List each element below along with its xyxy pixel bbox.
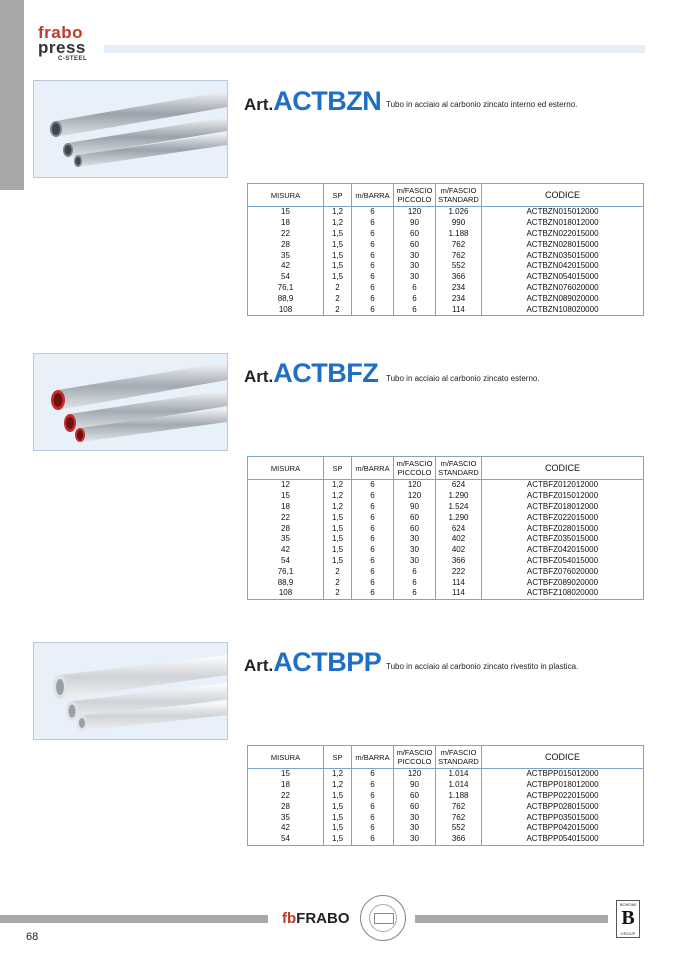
table-cell: 6 xyxy=(352,250,394,261)
table-cell: 6 xyxy=(352,791,394,802)
table-cell: 1,5 xyxy=(324,272,352,283)
table-cell: 2 xyxy=(324,293,352,304)
table-cell: 90 xyxy=(394,218,436,229)
table-cell: ACTBPP042015000 xyxy=(482,823,644,834)
table-cell: 6 xyxy=(352,293,394,304)
table-cell: 6 xyxy=(394,566,436,577)
table-cell: 552 xyxy=(436,823,482,834)
table-cell: 114 xyxy=(436,304,482,315)
table-row xyxy=(248,556,644,567)
table-cell: 35 xyxy=(248,812,324,823)
table-cell: 30 xyxy=(394,545,436,556)
table-cell: ACTBZN015012000 xyxy=(482,207,644,218)
table-cell: 2 xyxy=(324,577,352,588)
table-cell: ACTBFZ022015000 xyxy=(482,512,644,523)
table-cell: 60 xyxy=(394,229,436,240)
table-cell: 6 xyxy=(394,293,436,304)
table-cell: 1.290 xyxy=(436,512,482,523)
certification-seal-icon xyxy=(360,895,406,941)
logo-line-1: frabo xyxy=(38,23,83,42)
table-cell: 6 xyxy=(352,229,394,240)
table-cell: 120 xyxy=(394,769,436,780)
table-cell: 120 xyxy=(394,207,436,218)
table-row xyxy=(248,545,644,556)
table-cell: ACTBZN089020000 xyxy=(482,293,644,304)
table-cell: 1.014 xyxy=(436,780,482,791)
col-sp: SP xyxy=(324,746,352,769)
table-cell: ACTBZN108020000 xyxy=(482,304,644,315)
table-cell: 60 xyxy=(394,791,436,802)
table-cell: 1,5 xyxy=(324,834,352,845)
table-cell: ACTBZN054015000 xyxy=(482,272,644,283)
table-cell: 234 xyxy=(436,283,482,294)
table-row xyxy=(248,491,644,502)
table-cell: 30 xyxy=(394,556,436,567)
footer-brand-mark: fb xyxy=(282,910,297,927)
table-cell: 762 xyxy=(436,250,482,261)
table-row xyxy=(248,801,644,812)
table-cell: 6 xyxy=(352,283,394,294)
table-cell: ACTBZN042015000 xyxy=(482,261,644,272)
table-cell: 54 xyxy=(248,272,324,283)
table-cell: 6 xyxy=(352,218,394,229)
table-row xyxy=(248,791,644,802)
table-cell: 6 xyxy=(352,823,394,834)
table-cell: 18 xyxy=(248,780,324,791)
table-cell: 1,5 xyxy=(324,250,352,261)
table-cell: 402 xyxy=(436,534,482,545)
table-cell: ACTBFZ042015000 xyxy=(482,545,644,556)
table-cell: 624 xyxy=(436,480,482,491)
table-cell: ACTBFZ028015000 xyxy=(482,523,644,534)
table-cell: 1,2 xyxy=(324,491,352,502)
table-cell: 6 xyxy=(352,577,394,588)
table-row xyxy=(248,566,644,577)
table-cell: 1.524 xyxy=(436,502,482,513)
col-codice: CODICE xyxy=(482,184,644,207)
table-cell: 6 xyxy=(352,239,394,250)
spec-table-actbpp xyxy=(247,745,644,846)
table-row xyxy=(248,512,644,523)
table-row xyxy=(248,272,644,283)
col-barra: m/BARRA xyxy=(352,184,394,207)
table-cell: 1,5 xyxy=(324,239,352,250)
table-cell: ACTBPP015012000 xyxy=(482,769,644,780)
table-cell: 114 xyxy=(436,588,482,599)
table-cell: ACTBPP022015000 xyxy=(482,791,644,802)
table-cell: ACTBZN018012000 xyxy=(482,218,644,229)
table-row xyxy=(248,588,644,599)
table-cell: 22 xyxy=(248,229,324,240)
article-title-actbzn xyxy=(244,86,381,114)
table-cell: 1,2 xyxy=(324,207,352,218)
table-cell: 6 xyxy=(394,577,436,588)
col-barra: m/BARRA xyxy=(352,457,394,480)
pipe-photo-actbfz xyxy=(33,353,228,451)
table-row xyxy=(248,823,644,834)
table-cell: 18 xyxy=(248,218,324,229)
table-row xyxy=(248,480,644,491)
col-codice: CODICE xyxy=(482,457,644,480)
col-barra: m/BARRA xyxy=(352,746,394,769)
group-logo-top: BONOMI xyxy=(619,902,637,907)
table-row xyxy=(248,577,644,588)
table-cell: 1,5 xyxy=(324,534,352,545)
table-cell: 6 xyxy=(352,207,394,218)
logo-line-3: C-STEEL xyxy=(58,56,88,62)
table-cell: 76,1 xyxy=(248,283,324,294)
col-fascio-standard: m/FASCIO STANDARD xyxy=(436,746,482,769)
table-cell: ACTBZN022015000 xyxy=(482,229,644,240)
table-cell: ACTBPP054015000 xyxy=(482,834,644,845)
table-cell: 30 xyxy=(394,272,436,283)
table-row xyxy=(248,250,644,261)
col-fascio-standard: m/FASCIO STANDARD xyxy=(436,184,482,207)
table-cell: 234 xyxy=(436,293,482,304)
table-cell: ACTBFZ018012000 xyxy=(482,502,644,513)
table-cell: 54 xyxy=(248,556,324,567)
side-tab xyxy=(0,0,24,190)
table-row xyxy=(248,239,644,250)
col-sp: SP xyxy=(324,457,352,480)
table-cell: 28 xyxy=(248,801,324,812)
table-cell: 6 xyxy=(352,272,394,283)
header-bar xyxy=(104,45,645,53)
table-cell: 35 xyxy=(248,250,324,261)
table-cell: 42 xyxy=(248,261,324,272)
logo-line-2: press xyxy=(38,38,86,57)
table-cell: 762 xyxy=(436,801,482,812)
table-cell: 35 xyxy=(248,534,324,545)
table-header-row xyxy=(248,746,644,769)
table-cell: 222 xyxy=(436,566,482,577)
article-title-actbpp xyxy=(244,647,381,675)
table-cell: 60 xyxy=(394,512,436,523)
table-cell: 28 xyxy=(248,239,324,250)
col-fascio-piccolo: m/FASCIO PICCOLO xyxy=(394,746,436,769)
pipe-photo-actbzn xyxy=(33,80,228,178)
table-row xyxy=(248,769,644,780)
table-row xyxy=(248,534,644,545)
table-cell: 366 xyxy=(436,272,482,283)
table-cell: ACTBFZ054015000 xyxy=(482,556,644,567)
table-cell: 990 xyxy=(436,218,482,229)
table-row xyxy=(248,207,644,218)
table-row xyxy=(248,283,644,294)
table-cell: 6 xyxy=(352,491,394,502)
table-cell: 15 xyxy=(248,491,324,502)
table-cell: 1,5 xyxy=(324,556,352,567)
table-cell: 54 xyxy=(248,834,324,845)
table-cell: 1,5 xyxy=(324,823,352,834)
table-cell: 6 xyxy=(352,545,394,556)
footer-brand-logo xyxy=(282,910,350,927)
table-cell: 6 xyxy=(352,480,394,491)
brand-logo xyxy=(38,24,87,62)
table-cell: 1,2 xyxy=(324,769,352,780)
table-cell: ACTBFZ012012000 xyxy=(482,480,644,491)
article-code: ACTBPP xyxy=(273,647,382,677)
table-cell: 30 xyxy=(394,250,436,261)
table-cell: 30 xyxy=(394,834,436,845)
article-prefix: Art. xyxy=(244,95,274,114)
table-cell: 30 xyxy=(394,261,436,272)
table-cell: 1.290 xyxy=(436,491,482,502)
col-codice: CODICE xyxy=(482,746,644,769)
table-cell: 18 xyxy=(248,502,324,513)
col-fascio-standard: m/FASCIO STANDARD xyxy=(436,457,482,480)
table-cell: 762 xyxy=(436,239,482,250)
table-cell: ACTBZN076020000 xyxy=(482,283,644,294)
table-cell: 6 xyxy=(394,304,436,315)
col-sp: SP xyxy=(324,184,352,207)
table-cell: 6 xyxy=(352,523,394,534)
table-cell: 12 xyxy=(248,480,324,491)
table-cell: 1,2 xyxy=(324,218,352,229)
group-logo-letter: B xyxy=(621,907,635,929)
table-cell: 552 xyxy=(436,261,482,272)
article-description: Tubo in acciaio al carbonio zincato interno ed esterno. xyxy=(386,100,578,109)
table-cell: 6 xyxy=(352,261,394,272)
table-cell: 762 xyxy=(436,812,482,823)
table-cell: 1,2 xyxy=(324,502,352,513)
table-cell: 42 xyxy=(248,823,324,834)
table-cell: 1,5 xyxy=(324,512,352,523)
table-row xyxy=(248,812,644,823)
table-cell: 6 xyxy=(352,556,394,567)
table-cell: 120 xyxy=(394,491,436,502)
table-cell: 28 xyxy=(248,523,324,534)
article-code: ACTBZN xyxy=(273,86,382,116)
table-cell: 1,2 xyxy=(324,780,352,791)
table-cell: ACTBFZ015012000 xyxy=(482,491,644,502)
article-prefix: Art. xyxy=(244,656,274,675)
page-number: 68 xyxy=(26,931,39,943)
table-cell: ACTBFZ108020000 xyxy=(482,588,644,599)
table-cell: 6 xyxy=(352,769,394,780)
table-cell: 6 xyxy=(352,588,394,599)
table-cell: 15 xyxy=(248,769,324,780)
table-cell: 88,9 xyxy=(248,577,324,588)
table-cell: 22 xyxy=(248,512,324,523)
col-misura: MISURA xyxy=(248,746,324,769)
table-cell: 6 xyxy=(352,834,394,845)
table-cell: 1,5 xyxy=(324,801,352,812)
table-row xyxy=(248,304,644,315)
table-cell: 42 xyxy=(248,545,324,556)
group-logo-bottom: GROUP xyxy=(620,931,636,936)
table-cell: 6 xyxy=(352,566,394,577)
table-cell: 366 xyxy=(436,834,482,845)
table-cell: 1,5 xyxy=(324,545,352,556)
table-row xyxy=(248,502,644,513)
table-cell: ACTBZN035015000 xyxy=(482,250,644,261)
table-row xyxy=(248,780,644,791)
article-title-actbfz xyxy=(244,358,378,386)
table-cell: 6 xyxy=(352,780,394,791)
article-code: ACTBFZ xyxy=(273,358,379,388)
footer-line-right xyxy=(415,915,608,923)
table-cell: 6 xyxy=(352,812,394,823)
table-row xyxy=(248,293,644,304)
spec-table-actbzn xyxy=(247,183,644,316)
table-cell: 1.188 xyxy=(436,229,482,240)
table-cell: 6 xyxy=(394,283,436,294)
table-cell: ACTBPP028015000 xyxy=(482,801,644,812)
article-description: Tubo in acciaio al carbonio zincato esterno. xyxy=(386,374,540,383)
table-row xyxy=(248,218,644,229)
table-cell: 6 xyxy=(352,502,394,513)
table-cell: 1.026 xyxy=(436,207,482,218)
table-cell: 1.014 xyxy=(436,769,482,780)
table-header-row xyxy=(248,184,644,207)
table-cell: 90 xyxy=(394,780,436,791)
col-misura: MISURA xyxy=(248,184,324,207)
table-cell: 402 xyxy=(436,545,482,556)
group-logo xyxy=(616,900,640,938)
table-cell: 108 xyxy=(248,304,324,315)
table-cell: ACTBPP035015000 xyxy=(482,812,644,823)
table-cell: ACTBZN028015000 xyxy=(482,239,644,250)
table-cell: 2 xyxy=(324,588,352,599)
table-cell: 30 xyxy=(394,812,436,823)
table-cell: 108 xyxy=(248,588,324,599)
table-cell: 15 xyxy=(248,207,324,218)
table-row xyxy=(248,229,644,240)
table-cell: 6 xyxy=(352,304,394,315)
spec-table-actbfz xyxy=(247,456,644,600)
table-cell: ACTBFZ089020000 xyxy=(482,577,644,588)
table-cell: 1,2 xyxy=(324,480,352,491)
table-cell: 90 xyxy=(394,502,436,513)
table-cell: 30 xyxy=(394,823,436,834)
col-fascio-piccolo: m/FASCIO PICCOLO xyxy=(394,184,436,207)
table-cell: 1,5 xyxy=(324,791,352,802)
table-cell: 60 xyxy=(394,523,436,534)
article-prefix: Art. xyxy=(244,367,274,386)
table-cell: 2 xyxy=(324,304,352,315)
table-cell: 6 xyxy=(352,512,394,523)
table-cell: 6 xyxy=(352,801,394,812)
table-cell: 2 xyxy=(324,566,352,577)
table-cell: 120 xyxy=(394,480,436,491)
col-fascio-piccolo: m/FASCIO PICCOLO xyxy=(394,457,436,480)
table-header-row xyxy=(248,457,644,480)
table-cell: 22 xyxy=(248,791,324,802)
table-row xyxy=(248,523,644,534)
table-cell: 366 xyxy=(436,556,482,567)
table-cell: 624 xyxy=(436,523,482,534)
table-cell: 60 xyxy=(394,239,436,250)
table-cell: 1,5 xyxy=(324,229,352,240)
table-cell: ACTBFZ076020000 xyxy=(482,566,644,577)
col-misura: MISURA xyxy=(248,457,324,480)
footer-line-left xyxy=(0,915,268,923)
table-cell: 2 xyxy=(324,283,352,294)
table-cell: 1,5 xyxy=(324,523,352,534)
table-row xyxy=(248,834,644,845)
table-cell: 114 xyxy=(436,577,482,588)
article-description: Tubo in acciaio al carbonio zincato rivestito in plastica. xyxy=(386,662,579,671)
table-cell: 1.188 xyxy=(436,791,482,802)
table-cell: 6 xyxy=(352,534,394,545)
table-cell: 30 xyxy=(394,534,436,545)
pipe-photo-actbpp xyxy=(33,642,228,740)
table-cell: 88,9 xyxy=(248,293,324,304)
table-cell: 76,1 xyxy=(248,566,324,577)
table-row xyxy=(248,261,644,272)
table-cell: ACTBFZ035015000 xyxy=(482,534,644,545)
table-cell: 60 xyxy=(394,801,436,812)
table-cell: 6 xyxy=(394,588,436,599)
table-cell: 1,5 xyxy=(324,812,352,823)
table-cell: 1,5 xyxy=(324,261,352,272)
table-cell: ACTBPP018012000 xyxy=(482,780,644,791)
footer-brand-name: FRABO xyxy=(296,910,350,927)
